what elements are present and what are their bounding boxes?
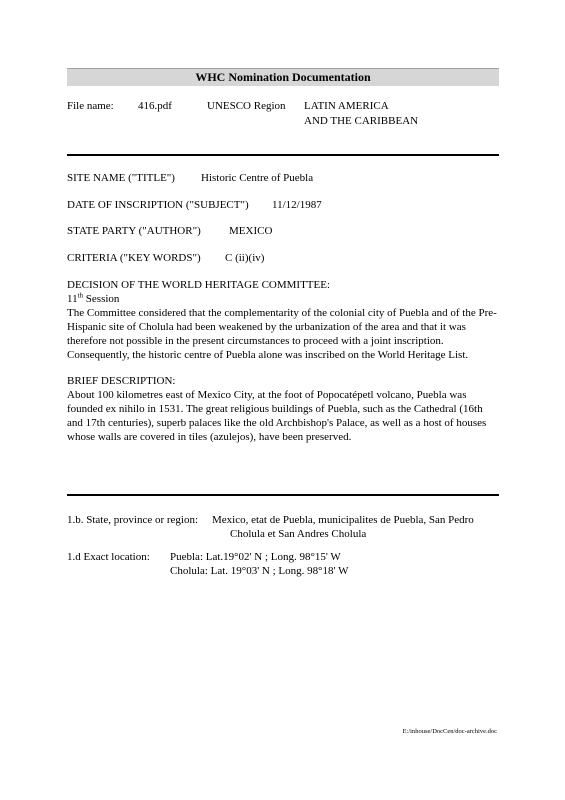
description-text: About 100 kilometres east of Mexico City, at the foot of Popocatépetl volcano, Puebla was founded ex nihilo in 1531. The great religious buildings of Puebla, such as the Cathedral (16th and 17th centuries), superb palaces like the old Archbishop's Palace, as well as a host of houses whose walls are covered in tiles (azulejos), have been preserved. — [67, 389, 487, 443]
file-name-value: 416.pdf — [138, 100, 172, 112]
inscription-date-value: 11/12/1987 — [272, 199, 322, 211]
session-line — [67, 292, 119, 306]
session-number: 11 — [67, 293, 78, 305]
section-divider — [67, 494, 499, 496]
state-region-line1: Mexico, etat de Puebla, municipalites de Puebla, San Pedro — [212, 514, 474, 526]
state-party-label: STATE PARTY ("AUTHOR") — [67, 225, 201, 237]
description-heading: BRIEF DESCRIPTION: — [67, 375, 176, 387]
exact-location-puebla: Puebla: Lat.19°02' N ; Long. 98°15' W — [170, 551, 341, 563]
state-party-value: MEXICO — [229, 225, 273, 237]
decision-heading: DECISION OF THE WORLD HERITAGE COMMITTEE: — [67, 279, 331, 291]
region-value-line1: LATIN AMERICA — [304, 100, 389, 112]
state-region-line2: Cholula et San Andres Cholula — [230, 528, 367, 540]
section-divider — [67, 154, 499, 156]
region-value-line2: AND THE CARIBBEAN — [304, 115, 419, 127]
site-name-value: Historic Centre of Puebla — [201, 172, 314, 184]
criteria-label: CRITERIA ("KEY WORDS") — [67, 252, 201, 264]
decision-text: The Committee considered that the complementarity of the colonial city of Puebla and of the Pre-Hispanic site of Cholula had been weakened by the urbanization of the area and that it was therefore not possible in the present circumstances to proceed with a joint inscription. Consequently, the historic centre of Puebla alone was inscribed on the World Heritage List. — [67, 307, 497, 361]
footer-file-path: E:/inhouse/DocCen/doc-archive.doc — [402, 728, 497, 735]
document-title: WHC Nomination Documentation — [67, 68, 499, 86]
inscription-date-label: DATE OF INSCRIPTION ("SUBJECT") — [67, 199, 249, 211]
state-region-label: 1.b. State, province or region: — [67, 514, 199, 526]
region-label: UNESCO Region — [207, 100, 286, 112]
exact-location-label: 1.d Exact location: — [67, 551, 150, 563]
site-name-label: SITE NAME ("TITLE") — [67, 172, 175, 184]
exact-location-cholula: Cholula: Lat. 19°03' N ; Long. 98°18' W — [170, 565, 349, 577]
session-ordinal: th — [77, 291, 84, 300]
file-name-label: File name: — [67, 100, 114, 112]
criteria-value: C (ii)(iv) — [225, 252, 265, 264]
session-word: Session — [83, 293, 120, 305]
